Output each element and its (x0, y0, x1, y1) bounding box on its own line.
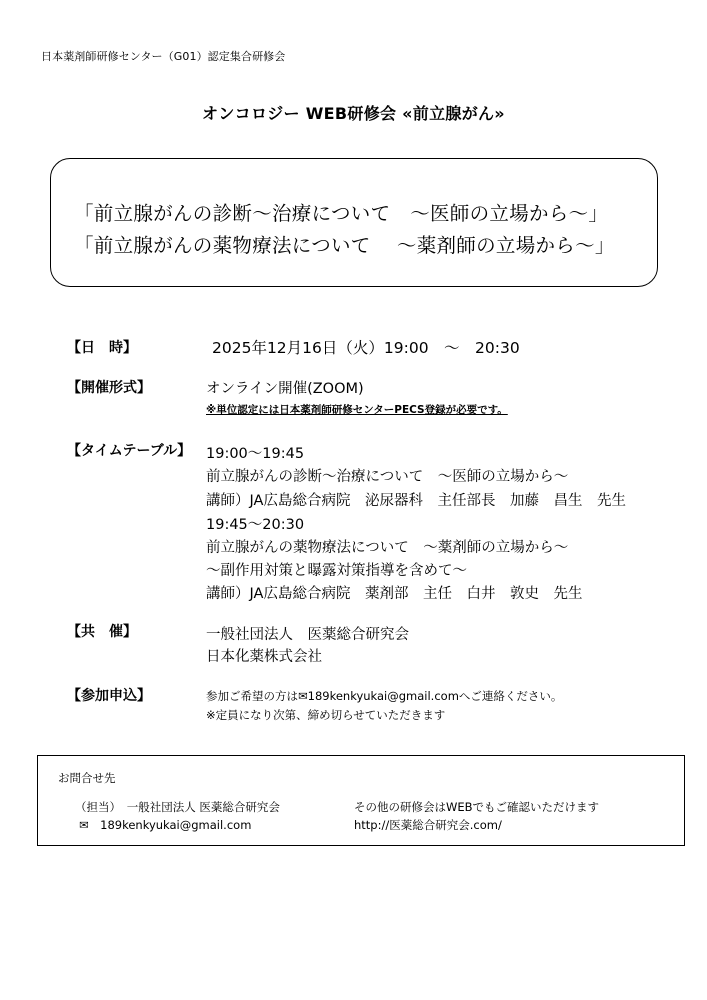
topic-title-2: 「前立腺がんの薬物療法について ～薬剤師の立場から～」 (74, 234, 615, 257)
timetable-time-2: 19:45～20:30 (206, 517, 305, 533)
topic-title-1: 「前立腺がんの診断～治療について ～医師の立場から～」 (74, 202, 609, 225)
contact-person: （担当） 一般社団法人 医薬総合研究会 (75, 800, 280, 814)
format-label: 【開催形式】 (67, 380, 151, 396)
header-note: 日本薬剤師研修センター（G01）認定集合研修会 (41, 50, 286, 63)
timetable-speaker-1: 講師）JA広島総合病院 泌尿器科 主任部長 加藤 昌生 先生 (206, 493, 626, 509)
web-note: その他の研修会はWEBでもご確認いただけます (354, 800, 600, 814)
cosponsor-2: 日本化薬株式会社 (206, 649, 322, 665)
timetable-topic-2: 前立腺がんの薬物療法について ～薬剤師の立場から～ (206, 540, 569, 556)
timetable-subtopic-2: ～副作用対策と曝露対策指導を含めて～ (206, 563, 467, 579)
timetable-speaker-2: 講師）JA広島総合病院 薬剤部 主任 白井 敦史 先生 (206, 586, 583, 602)
schedule-label: 【日 時】 (67, 340, 137, 356)
format-value: オンライン開催(ZOOM) (206, 381, 364, 397)
cosponsor-label: 【共 催】 (67, 624, 137, 640)
application-line-2: ※定員になり次第、締め切らせていただきます (206, 708, 446, 722)
contact-heading: お問合せ先 (58, 771, 116, 785)
website-link[interactable]: http://医薬総合研究会.com/ (354, 818, 502, 832)
timetable-time-1: 19:00～19:45 (206, 446, 305, 462)
cosponsor-1: 一般社団法人 医薬総合研究会 (206, 627, 409, 643)
application-line-1: 参加ご希望の方は✉189kenkyukai@gmail.comへご連絡ください。 (206, 689, 563, 703)
timetable-label: 【タイムテーブル】 (67, 443, 192, 459)
format-note: ※単位認定には日本薬剤師研修センターPECS登録が必要です。 (206, 404, 508, 416)
application-label: 【参加申込】 (67, 688, 151, 704)
timetable-topic-1: 前立腺がんの診断～治療について ～医師の立場から～ (206, 469, 569, 485)
contact-email[interactable]: ✉ 189kenkyukai@gmail.com (79, 818, 252, 832)
page-title: オンコロジー WEB研修会 «前立腺がん» (202, 104, 505, 123)
schedule-value: 2025年12月16日（火）19:00 ～ 20:30 (212, 339, 520, 357)
